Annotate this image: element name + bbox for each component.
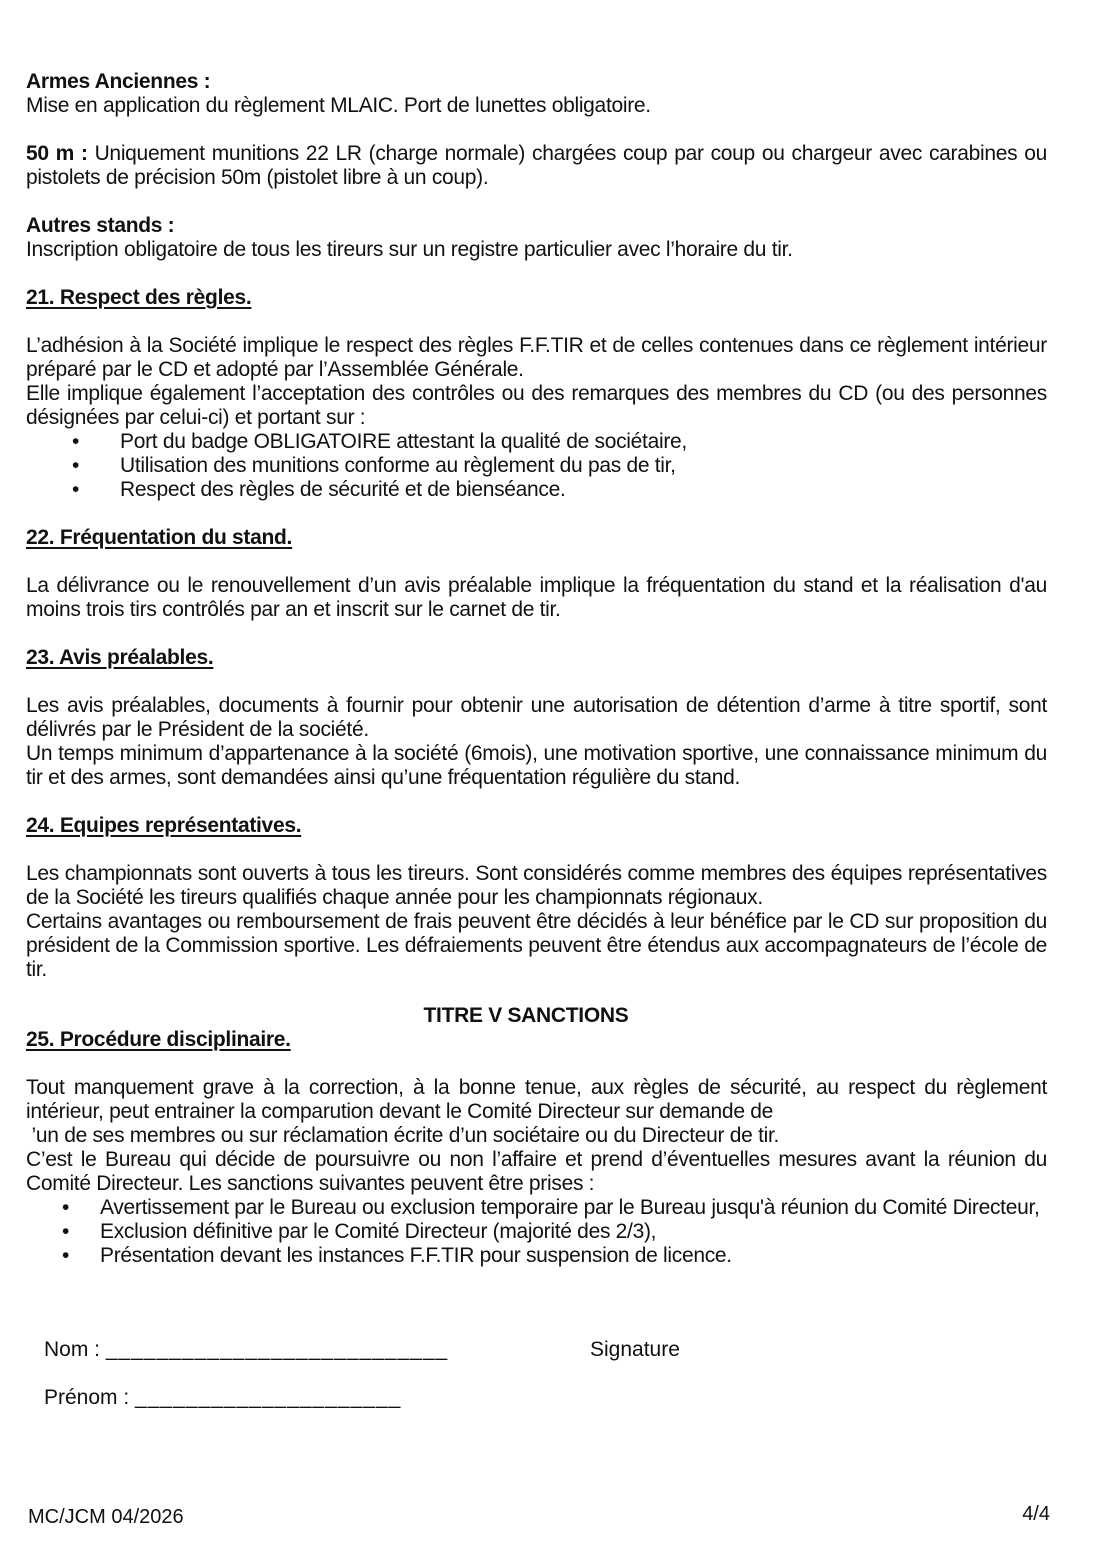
section-21-bullets	[26, 430, 1047, 502]
armes-anciennes-label: Armes Anciennes :	[26, 70, 211, 93]
autres-stands-label: Autres stands :	[26, 214, 175, 237]
cinquante-m-text: Uniquement munitions 22 LR (charge normale) chargées coup par coup ou chargeur avec carabines ou pistolets de précision 50m (pistolet libre à un coup).	[26, 142, 1047, 189]
footer-reference: MC/JCM 04/2026	[28, 1506, 184, 1528]
prenom-line[interactable]: _____________________	[135, 1386, 402, 1409]
section-21-heading: 21. Respect des règles.	[26, 286, 252, 309]
section-24-heading: 24. Equipes représentatives.	[26, 814, 302, 837]
signature-label: Signature	[590, 1338, 680, 1361]
titre-v-heading: TITRE V SANCTIONS	[423, 1004, 629, 1027]
nom-row	[44, 1338, 1044, 1386]
section-25-paragraph-1: Tout manquement grave à la correction, à la bonne tenue, aux règles de sécurité, au respect du règlement intérieur, peut entrainer la comparution devant le Comité Directeur sur demande de	[26, 1076, 1047, 1123]
cinquante-m-label: 50 m :	[26, 142, 88, 165]
nom-label: Nom :	[44, 1338, 101, 1361]
armes-anciennes-block	[26, 70, 1047, 118]
section-22-heading: 22. Fréquentation du stand.	[26, 526, 293, 549]
prenom-row	[44, 1386, 1044, 1434]
section-25-bullets	[26, 1196, 1047, 1268]
section-21-paragraph-1: L’adhésion à la Société implique le respect des règles F.F.TIR et de celles contenues dans ce règlement intérieur préparé par le CD et adopté par l’Assemblée Générale.	[26, 334, 1047, 381]
prenom-label: Prénom :	[44, 1386, 130, 1409]
section-21-paragraph-2: Elle implique également l’acceptation des contrôles ou des remarques des membres du CD (ou des personnes désignées par celui-ci) et portant sur :	[26, 382, 1047, 429]
armes-anciennes-text: Mise en application du règlement MLAIC. Port de lunettes obligatoire.	[26, 94, 651, 117]
list-item: • Présentation devant les instances F.F.TIR pour suspension de licence.	[26, 1244, 1047, 1268]
section-22-paragraph-1: La délivrance ou le renouvellement d’un avis préalable implique la fréquentation du stand et la réalisation d'au moins trois tirs contrôlés par an et inscrit sur le carnet de tir.	[26, 574, 1047, 621]
autres-stands-block	[26, 214, 1047, 262]
section-25-paragraph-1b: ’un de ses membres ou sur réclamation écrite d’un sociétaire ou du Directeur de tir.	[26, 1124, 780, 1147]
section-24-paragraph-2: Certains avantages ou remboursement de frais peuvent être décidés à leur bénéfice par le CD sur proposition du président de la Commission sportive. Les défraiements peuvent être étendus aux accompagnateurs de l’école de tir.	[26, 910, 1047, 981]
autres-stands-text: Inscription obligatoire de tous les tireurs sur un registre particulier avec l’horaire du tir.	[26, 238, 793, 261]
cinquante-m-block	[26, 142, 1047, 190]
list-item: • Utilisation des munitions conforme au règlement du pas de tir,	[26, 454, 1047, 478]
section-24-paragraph-1: Les championnats sont ouverts à tous les tireurs. Sont considérés comme membres des équipes représentatives de la Société les tireurs qualifiés chaque année pour les championnats régionaux.	[26, 862, 1047, 909]
list-item: • Exclusion définitive par le Comité Directeur (majorité des 2/3),	[26, 1220, 1047, 1244]
nom-line[interactable]: ___________________________	[105, 1338, 449, 1361]
page-number: 4/4	[1022, 1503, 1050, 1525]
list-item: • Port du badge OBLIGATOIRE attestant la qualité de sociétaire,	[26, 430, 1047, 454]
section-23-paragraph-1: Les avis préalables, documents à fournir pour obtenir une autorisation de détention d’arme à titre sportif, sont délivrés par le Président de la société.	[26, 694, 1047, 741]
list-item: • Avertissement par le Bureau ou exclusion temporaire par le Bureau jusqu'à réunion du Comité Directeur,	[26, 1196, 1047, 1220]
section-25-paragraph-2: C’est le Bureau qui décide de poursuivre ou non l’affaire et prend d’éventuelles mesures avant la réunion du Comité Directeur. Les sanctions suivantes peuvent être prises :	[26, 1148, 1047, 1195]
document-body	[26, 70, 1047, 1268]
section-23-heading: 23. Avis préalables.	[26, 646, 214, 669]
list-item: • Respect des règles de sécurité et de bienséance.	[26, 478, 1047, 502]
signature-area	[44, 1338, 1044, 1434]
section-23-paragraph-2: Un temps minimum d’appartenance à la société (6mois), une motivation sportive, une connaissance minimum du tir et des armes, sont demandées ainsi qu’une fréquentation régulière du stand.	[26, 742, 1047, 789]
titre-v-area	[26, 982, 1047, 1051]
section-25-heading: 25. Procédure disciplinaire.	[26, 1028, 291, 1051]
